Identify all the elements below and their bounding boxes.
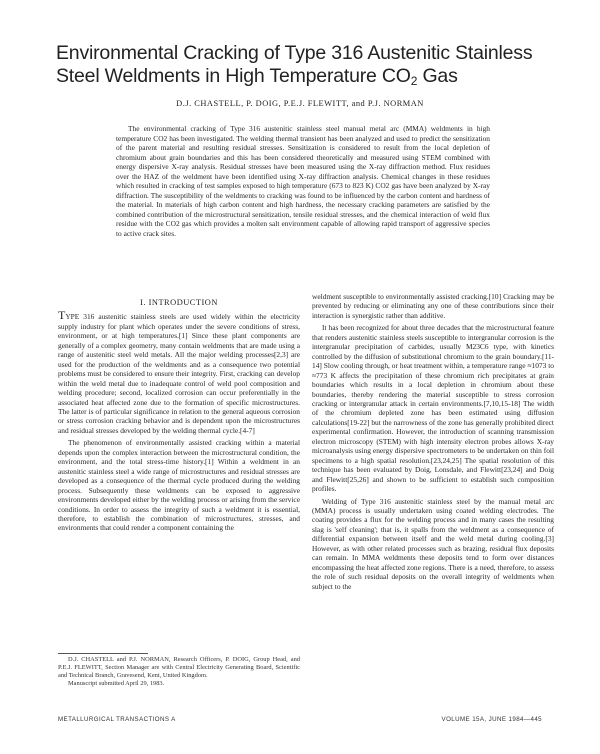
intro-paragraph-1-text: YPE 316 austenitic stainless steels are used widely within the electricity supply industry for plant which operates under the severe conditions of stress, environment, or at high temperatures.[1] Since these plant components are generally of a complex geometry, many contain weldments that are made using a range of austenitic steel weld metals. All the major welding processes[2,3] are used for the production of the weldments and as a consequence two potential problems must be considered to ensure their integrity. First, cracking can develop within the weld metal due to inadequate control of weld pool composition and welding procedure; second, localized corrosion can occur preferentially in the associated heat affected zone due to the formation of specific microstructures. The latter is of particular significance in relation to the general aqueous corrosion or stress corrosion cracking behavior and is dependent upon the microstructures and residual stresses developed by the welding thermal cycle.[4-7] (58, 312, 300, 435)
abstract (116, 124, 490, 239)
volume-page-footer: VOLUME 15A, JUNE 1984—445 (441, 716, 542, 723)
title-line-2-end: Gas (417, 65, 458, 87)
paper-title (56, 42, 556, 88)
author-footnote (58, 656, 300, 688)
drop-cap: T (58, 308, 66, 323)
left-column (58, 298, 300, 533)
journal-name-footer: METALLURGICAL TRANSACTIONS A (58, 716, 176, 723)
intro-paragraph-2: The phenomenon of environmentally assisted cracking within a material depends upon the complex interaction between the microstructural condition, the environment, and the total stress-time history.[1] Within a weldment in an austenitic stainless steel a wide range of microstructures and residual stresses are developed as a consequence of the thermal cycle produced during the welding process. Subsequently these weldments can be exposed to aggressive environments developed either by the welding process or arising from the service conditions. In order to assess the integrity of such a weldment it is essential, therefore, to establish the combination of microstructures, stresses, and environments that could render a component containing the (58, 438, 300, 533)
author-list: D.J. CHASTELL, P. DOIG, P.E.J. FLEWITT, and P.J. NORMAN (176, 99, 424, 108)
footnote-divider (58, 653, 148, 654)
right-column (312, 292, 554, 591)
intro-paragraph-4: It has been recognized for about three decades that the microstructural feature that renders austenitic stainless steels susceptible to intergranular corrosion is the intergranular precipitation of carbides, usually M23C6 type, with kinetics controlled by the diffusion of substitutional chromium to the grain boundary.[11-14] Slow cooling through, or heat treatment within, a temperature range ≈1073 to ≈773 K affects the precipitation of these chromium rich precipitates at grain boundaries which results in a local depletion in chromium about these boundaries, thereby rendering the material susceptible to stress corrosion cracking or intergranular attack in certain environments.[7,10,15-18] The width of the chromium depleted zone has been estimated using diffusion calculations[19-22] but the narrowness of the zone has generally prohibited direct experimental confirmation. However, the introduction of scanning transmission electron microscopy (STEM) with high intensity electron probes allows X-ray microanalysis using energy dispersive spectrometers to be undertaken on thin foil specimens to a high spatial resolution.[23,24,25] The spatial resolution of this technique has been evaluated by Doig, Lonsdale, and Flewitt[23,24] and Doig and Flewitt[25,26] and shown to be sufficient to establish such composition profiles. (312, 323, 554, 494)
title-line-2 (56, 65, 556, 88)
intro-paragraph-3: weldment susceptible to environmentally assisted cracking.[10] Cracking may be prevented by reducing or eliminating any one of these contributions since their interaction is synergistic rather than additive. (312, 292, 554, 320)
footnote-affiliations: D.J. CHASTELL and P.J. NORMAN, Research Officers, P. DOIG, Group Head, and P.E.J. FLEWITT, Section Manager are with Central Electricity Generating Board, Scientific and Technical Branch, Gravesend, Kent, United Kingdom. (58, 656, 300, 679)
intro-paragraph-5: Welding of Type 316 austenitic stainless steel by the manual metal arc (MMA) process is usually undertaken using coated welding electrodes. The coating provides a flux for the welding process and in many cases the resulting slag is 'self cleaning'; that is, it spalls from the weldment as a consequence of differential expansion between itself and the weld metal during cooling.[3] However, as with other related processes such as brazing, residual flux deposits can remain. In MMA weldments these deposits tend to form over distances encompassing the heat affected zone regions. There is a need, therefore, to assess the role of such residual deposits on the overall integrity of weldments when subject to the (312, 496, 554, 591)
title-line-1: Environmental Cracking of Type 316 Austenitic Stainless (56, 42, 533, 64)
section-heading-introduction: I. INTRODUCTION (140, 298, 218, 307)
intro-paragraph-1 (58, 308, 300, 435)
title-line-2-main: Steel Weldments in High Temperature CO (56, 65, 411, 87)
abstract-text: The environmental cracking of Type 316 austenitic stainless steel manual metal arc (MMA) weldments in high temperature CO2 has been investigated. The welding thermal transient has been analyzed and used to predict the sensitization of the parent material and resulting residual stresses. Sensitization is considered to result from the local depletion of chromium about grain boundaries and this has been considered theoretically and measured using STEM combined with energy dispersive X-ray analysis. Residual stresses have been measured using the X-ray diffraction method. Flux residues over the HAZ of the weldment have been identified using X-ray diffraction analysis. Chemical changes in these residues which resulted in cracking of test samples exposed to high temperature (673 to 823 K) CO2 gas have been analyzed by X-ray diffraction. The susceptibility of the weldments to cracking was found to be influenced by the carbon content and hardness of the material. In materials of high carbon content and high hardness, the necessary cracking parameters are satisfied by the combined contribution of the microstructural sensitization, tensile residual stresses, and the chemical interaction of weld flux residue with the CO2 gas which provides a molten salt environment capable of allowing rapid transport of aggressive species to active crack sites. (116, 124, 490, 239)
title-subscript: 2 (410, 74, 418, 88)
footnote-submission-date: Manuscript submitted April 29, 1983. (68, 680, 165, 687)
